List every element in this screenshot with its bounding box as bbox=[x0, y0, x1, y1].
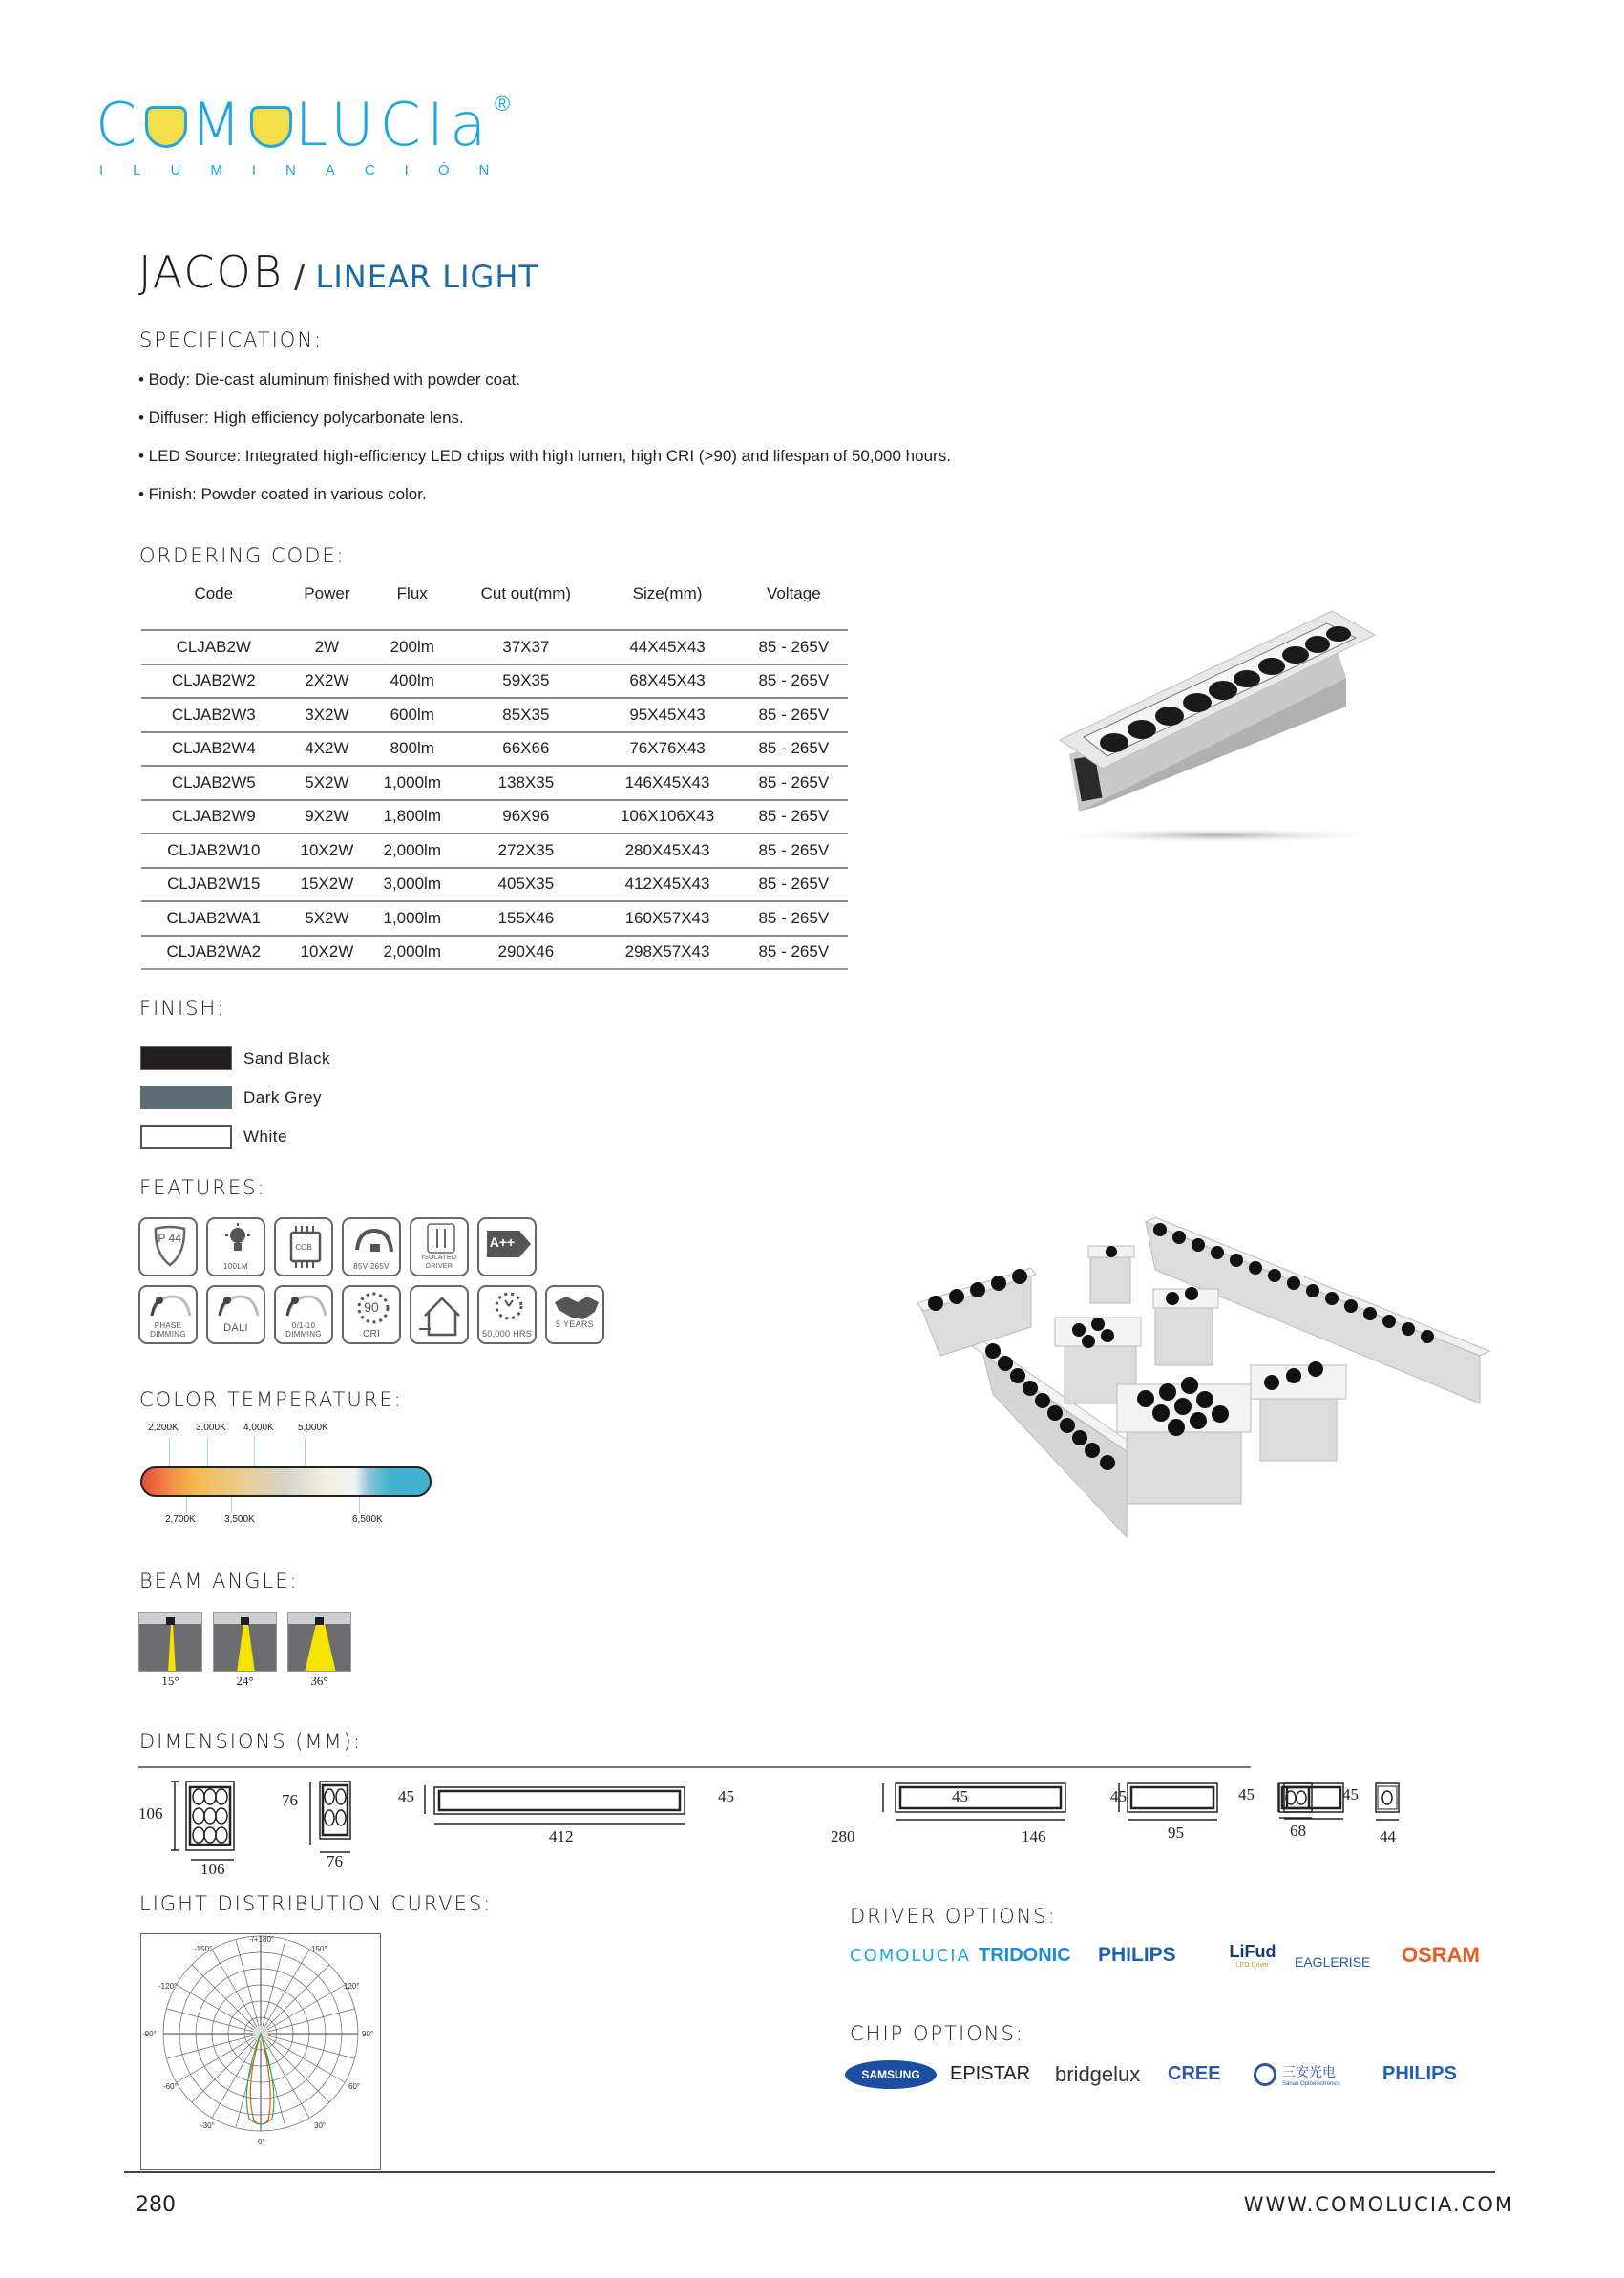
svg-text:-120°: -120° bbox=[158, 1982, 178, 1991]
ordering-heading: ORDERING CODE: bbox=[139, 544, 346, 567]
table-row bbox=[141, 901, 848, 936]
page-title bbox=[138, 246, 538, 298]
cell-voltage: 85 - 265V bbox=[740, 766, 848, 800]
cell-code: CLJAB2W9 bbox=[141, 800, 286, 834]
energy-class-icon: A++ bbox=[477, 1217, 537, 1276]
cell-code: CLJAB2W4 bbox=[141, 732, 286, 767]
clock-icon: 50,000 HRS bbox=[477, 1285, 537, 1344]
beam-15: 15° bbox=[138, 1612, 202, 1689]
plug-icon: 85V-265V bbox=[342, 1217, 401, 1276]
dim-height: 45 bbox=[718, 1787, 734, 1805]
dim-width: 95 bbox=[1168, 1824, 1184, 1842]
dim-height: 45 bbox=[1342, 1785, 1359, 1803]
cell-size: 44X45X43 bbox=[595, 630, 739, 664]
dim-height: 45 bbox=[1110, 1787, 1127, 1805]
dim-height: 45 bbox=[398, 1787, 414, 1805]
cell-voltage: 85 - 265V bbox=[740, 833, 848, 868]
handshake-icon: 5 YEARS bbox=[545, 1285, 604, 1344]
cell-power: 2X2W bbox=[286, 664, 369, 699]
cell-cutout: 138X35 bbox=[456, 766, 595, 800]
cell-code: CLJAB2W3 bbox=[141, 698, 286, 732]
dim-width: 280 bbox=[831, 1827, 855, 1846]
page-number: 280 bbox=[136, 2193, 176, 2217]
cell-voltage: 85 - 265V bbox=[740, 732, 848, 767]
cell-code: CLJAB2W10 bbox=[141, 833, 286, 868]
cell-voltage: 85 - 265V bbox=[740, 936, 848, 970]
cell-size: 298X57X43 bbox=[595, 936, 739, 970]
finish-label: White bbox=[243, 1127, 287, 1146]
light-distribution-heading: LIGHT DISTRIBUTION CURVES: bbox=[139, 1892, 493, 1915]
svg-text:120°: 120° bbox=[344, 1982, 360, 1991]
swatch-dark-grey bbox=[140, 1086, 232, 1109]
dim-height: 106 bbox=[138, 1804, 163, 1823]
specification-heading: SPECIFICATION: bbox=[139, 328, 324, 351]
table-row bbox=[141, 664, 848, 699]
cell-voltage: 85 - 265V bbox=[740, 664, 848, 699]
comolucia-logo: COMOLUCIA bbox=[850, 1945, 971, 1966]
dim-height: 45 bbox=[952, 1787, 968, 1805]
cell-voltage: 85 - 265V bbox=[740, 630, 848, 664]
cell-power: 4X2W bbox=[286, 732, 369, 767]
cell-voltage: 85 - 265V bbox=[740, 868, 848, 902]
ct-label: 5,000K bbox=[298, 1423, 328, 1433]
cell-power: 5X2W bbox=[286, 766, 369, 800]
cell-power: 10X2W bbox=[286, 833, 369, 868]
color-temperature-scale bbox=[138, 1423, 444, 1532]
epistar-logo: EPISTAR bbox=[950, 2063, 1031, 2084]
cell-cutout: 66X66 bbox=[456, 732, 595, 767]
bridgelux-logo: bridgelux bbox=[1055, 2061, 1141, 2086]
samsung-logo: SAMSUNG bbox=[845, 2060, 937, 2089]
lifud-logo: LiFud LED Driver bbox=[1229, 1942, 1276, 1969]
cell-cutout: 405X35 bbox=[456, 868, 595, 902]
dim-width: 412 bbox=[549, 1827, 574, 1846]
col-voltage: Voltage bbox=[766, 584, 821, 602]
table-row bbox=[141, 868, 848, 902]
cell-size: 160X57X43 bbox=[595, 901, 739, 936]
polar-distribution-chart bbox=[140, 1933, 381, 2170]
cell-flux: 1,000lm bbox=[368, 901, 456, 936]
ct-label: 6,500K bbox=[352, 1514, 383, 1525]
dimensions-divider bbox=[138, 1766, 1251, 1768]
0-10v-dimming-icon: 0/1-10 DIMMING bbox=[274, 1285, 333, 1344]
cell-size: 68X45X43 bbox=[595, 664, 739, 699]
dim-width: 106 bbox=[200, 1860, 225, 1878]
osram-logo: OSRAM bbox=[1402, 1943, 1480, 1967]
cell-size: 106X106X43 bbox=[595, 800, 739, 834]
cell-power: 3X2W bbox=[286, 698, 369, 732]
finish-option-dark-grey bbox=[140, 1078, 330, 1117]
spec-item: • Body: Die-cast aluminum finished with powder coat. bbox=[138, 370, 520, 389]
table-row bbox=[141, 732, 848, 767]
dim-width: 76 bbox=[327, 1852, 343, 1870]
cell-flux: 400lm bbox=[368, 664, 456, 699]
svg-text:90°: 90° bbox=[362, 2030, 374, 2038]
svg-text:0°: 0° bbox=[258, 2138, 265, 2146]
ct-label: 3,000K bbox=[196, 1423, 226, 1433]
table-row bbox=[141, 698, 848, 732]
dim-width: 146 bbox=[1022, 1827, 1046, 1846]
footer-divider bbox=[124, 2171, 1495, 2173]
chip-options-heading: CHIP OPTIONS: bbox=[850, 2022, 1024, 2045]
logo-triangle-icon bbox=[250, 106, 292, 148]
product-image-linear bbox=[1050, 592, 1413, 869]
cell-size: 280X45X43 bbox=[595, 833, 739, 868]
cell-cutout: 290X46 bbox=[456, 936, 595, 970]
beam-angle-heading: BEAM ANGLE: bbox=[139, 1570, 299, 1592]
cell-flux: 2,000lm bbox=[368, 833, 456, 868]
dimensions-heading: DIMENSIONS (MM): bbox=[139, 1730, 362, 1753]
cell-code: CLJAB2WA2 bbox=[141, 936, 286, 970]
logo-letter-c: C bbox=[95, 90, 143, 159]
philips-logo: PHILIPS bbox=[1382, 2063, 1457, 2084]
col-cutout: Cut out(mm) bbox=[480, 584, 572, 602]
driver-logos bbox=[850, 1936, 1518, 1974]
registered-mark: ® bbox=[495, 92, 511, 116]
swatch-sand-black bbox=[140, 1046, 232, 1070]
cell-cutout: 85X35 bbox=[456, 698, 595, 732]
ct-label: 2,700K bbox=[165, 1514, 196, 1525]
table-row bbox=[141, 833, 848, 868]
cell-power: 5X2W bbox=[286, 901, 369, 936]
table-row bbox=[141, 630, 848, 664]
ip44-shield-icon: IP 44 bbox=[138, 1217, 198, 1276]
cell-cutout: 155X46 bbox=[456, 901, 595, 936]
spec-item: • Diffuser: High efficiency polycarbonate lens. bbox=[138, 409, 464, 427]
beam-24: 24° bbox=[213, 1612, 277, 1689]
cell-power: 2W bbox=[286, 630, 369, 664]
cell-power: 10X2W bbox=[286, 936, 369, 970]
col-size: Size(mm) bbox=[632, 584, 703, 602]
cell-flux: 800lm bbox=[368, 732, 456, 767]
cree-logo: CREE bbox=[1168, 2063, 1221, 2084]
product-category: LINEAR LIGHT bbox=[315, 259, 538, 295]
cell-code: CLJAB2W2 bbox=[141, 664, 286, 699]
brand-logo bbox=[95, 90, 535, 186]
swatch-white bbox=[140, 1125, 232, 1149]
col-flux: Flux bbox=[396, 584, 428, 602]
cell-flux: 2,000lm bbox=[368, 936, 456, 970]
sanan-logo: 三安光电 Sanan Optoelectronics bbox=[1254, 2062, 1382, 2087]
finish-option-sand-black bbox=[140, 1039, 330, 1078]
features-grid bbox=[138, 1217, 635, 1353]
table-row bbox=[141, 936, 848, 970]
col-code: Code bbox=[194, 584, 234, 602]
finish-label: Sand Black bbox=[243, 1048, 330, 1067]
table-row bbox=[141, 766, 848, 800]
bulb-icon: 100LM bbox=[206, 1217, 265, 1276]
tridonic-logo: TRIDONIC bbox=[979, 1944, 1071, 1966]
cell-voltage: 85 - 265V bbox=[740, 901, 848, 936]
logo-tagline: ILUMINACIÓN bbox=[99, 162, 519, 179]
philips-logo: PHILIPS bbox=[1098, 1944, 1176, 1966]
eaglerise-logo: EAGLERISE bbox=[1295, 1954, 1371, 1970]
finish-options bbox=[140, 1039, 330, 1156]
ct-label: 4,000K bbox=[243, 1423, 274, 1433]
svg-text:30°: 30° bbox=[314, 2121, 327, 2130]
cell-flux: 200lm bbox=[368, 630, 456, 664]
color-temperature-gradient-bar bbox=[140, 1466, 432, 1497]
cell-cutout: 37X37 bbox=[456, 630, 595, 664]
spec-item: • Finish: Powder coated in various color. bbox=[138, 485, 427, 503]
cell-flux: 1,800lm bbox=[368, 800, 456, 834]
spec-item: • LED Source: Integrated high-efficiency LED chips with high lumen, high CRI (>90) and lifespan of 50,000 hours. bbox=[138, 447, 951, 465]
cell-power: 9X2W bbox=[286, 800, 369, 834]
logo-letter-m: M bbox=[190, 90, 247, 159]
table-row bbox=[141, 800, 848, 834]
specification-list bbox=[138, 369, 951, 521]
beam-36: 36° bbox=[287, 1612, 351, 1689]
ct-label: 2,200K bbox=[148, 1423, 179, 1433]
dim-height: 76 bbox=[282, 1791, 298, 1809]
cell-cutout: 272X35 bbox=[456, 833, 595, 868]
finish-heading: FINISH: bbox=[139, 997, 226, 1020]
dimensions-drawings bbox=[138, 1776, 1418, 1876]
col-power: Power bbox=[304, 584, 350, 602]
website-link[interactable]: WWW.COMOLUCIA.COM bbox=[1243, 2193, 1514, 2216]
finish-option-white bbox=[140, 1117, 330, 1156]
logo-triangle-icon bbox=[145, 106, 187, 148]
cell-flux: 3,000lm bbox=[368, 868, 456, 902]
svg-text:-150°: -150° bbox=[194, 1945, 213, 1953]
svg-text:-60°: -60° bbox=[163, 2082, 178, 2091]
dali-dimming-icon: DALI bbox=[206, 1285, 265, 1344]
house-icon bbox=[410, 1285, 469, 1344]
cell-cutout: 96X96 bbox=[456, 800, 595, 834]
cell-size: 76X76X43 bbox=[595, 732, 739, 767]
cell-code: CLJAB2WA1 bbox=[141, 901, 286, 936]
svg-text:-/+180°: -/+180° bbox=[249, 1935, 275, 1944]
table-header-row bbox=[141, 582, 848, 630]
product-image-family bbox=[917, 1213, 1518, 1566]
isolated-driver-icon: ISOLATED DRIVER bbox=[410, 1217, 469, 1276]
cell-code: CLJAB2W bbox=[141, 630, 286, 664]
cell-voltage: 85 - 265V bbox=[740, 698, 848, 732]
product-name: JACOB bbox=[138, 246, 284, 298]
cell-code: CLJAB2W15 bbox=[141, 868, 286, 902]
dim-width: 68 bbox=[1290, 1822, 1306, 1840]
color-temperature-heading: COLOR TEMPERATURE: bbox=[139, 1388, 403, 1411]
cri-icon: 90 CRI bbox=[342, 1285, 401, 1344]
phase-dimming-icon: PHASE DIMMING bbox=[138, 1285, 198, 1344]
cell-cutout: 59X35 bbox=[456, 664, 595, 699]
cell-flux: 1,000lm bbox=[368, 766, 456, 800]
cell-size: 412X45X43 bbox=[595, 868, 739, 902]
ordering-table bbox=[141, 582, 848, 970]
cell-size: 95X45X43 bbox=[595, 698, 739, 732]
features-heading: FEATURES: bbox=[139, 1176, 266, 1199]
svg-text:60°: 60° bbox=[348, 2082, 361, 2091]
cob-chip-icon: COB bbox=[274, 1217, 333, 1276]
beam-angle-options bbox=[138, 1612, 351, 1689]
cell-power: 15X2W bbox=[286, 868, 369, 902]
dimension-drawing-small bbox=[1270, 1782, 1423, 1829]
svg-text:-30°: -30° bbox=[200, 2121, 215, 2130]
cell-size: 146X45X43 bbox=[595, 766, 739, 800]
dim-width: 44 bbox=[1380, 1827, 1396, 1846]
dim-height: 45 bbox=[1238, 1785, 1255, 1803]
ct-label: 3,500K bbox=[224, 1514, 255, 1525]
logo-letters-lucia: LUCIa bbox=[294, 90, 493, 159]
finish-label: Dark Grey bbox=[243, 1087, 322, 1107]
cell-code: CLJAB2W5 bbox=[141, 766, 286, 800]
cell-flux: 600lm bbox=[368, 698, 456, 732]
chip-logos bbox=[845, 2053, 1513, 2096]
cell-voltage: 85 - 265V bbox=[740, 800, 848, 834]
svg-text:150°: 150° bbox=[311, 1945, 327, 1953]
title-separator: / bbox=[293, 258, 306, 296]
svg-text:-90°: -90° bbox=[142, 2030, 157, 2038]
driver-options-heading: DRIVER OPTIONS: bbox=[850, 1905, 1057, 1928]
